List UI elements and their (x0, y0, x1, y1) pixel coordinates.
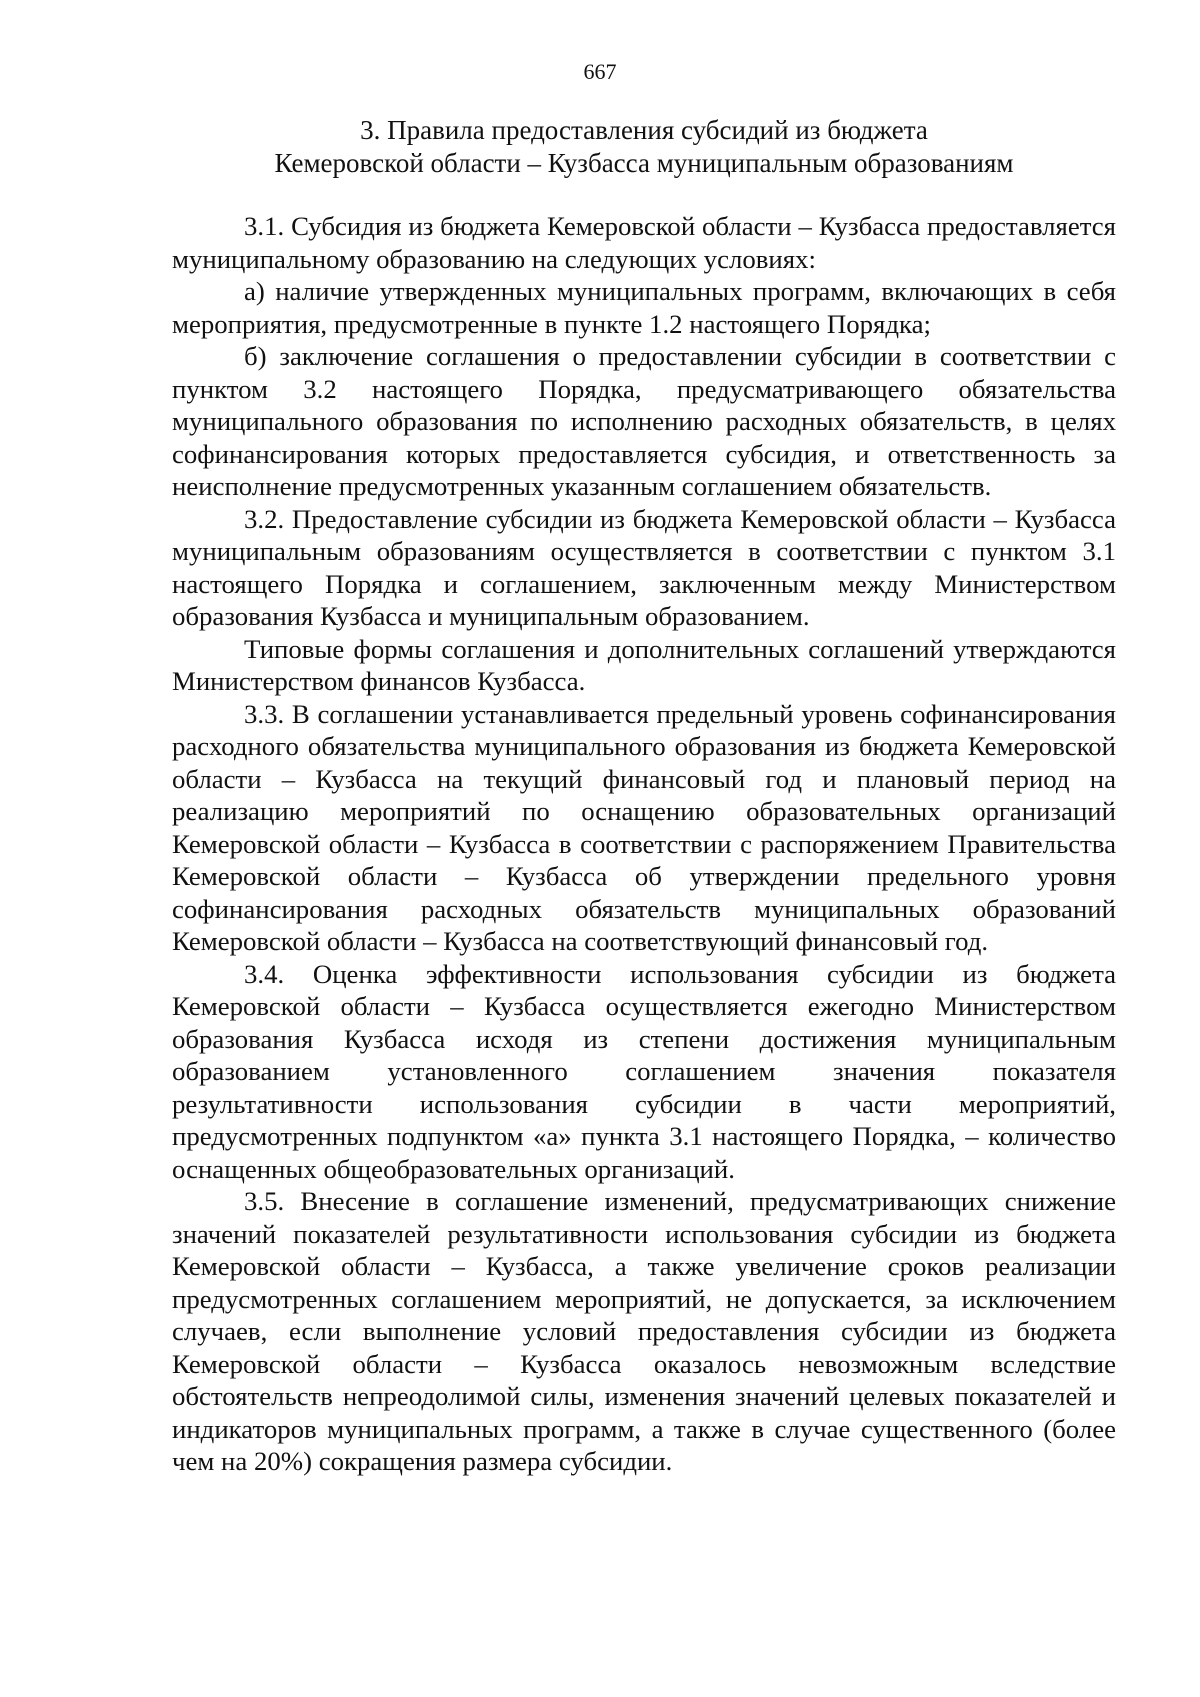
paragraph-3-2: 3.2. Предоставление субсидии из бюджета Кемеровской области – Кузбасса муниципальным образованиям осуществляется в соответствии с пунктом 3.1 настоящего Порядка и соглашением, заключенным между Министерством образования Кузбасса и муниципальным образованием. (172, 503, 1116, 631)
section-title-line-2: Кемеровской области – Кузбасса муниципальным образованиям (274, 147, 1014, 178)
paragraph-3-2-forms: Типовые формы соглашения и дополнительных соглашений утверждаются Министерством финансов Кузбасса. (172, 633, 1116, 696)
paragraph-3-3: 3.3. В соглашении устанавливается предельный уровень софинансирования расходного обязательства муниципального образования из бюджета Кемеровской области – Кузбасса на текущий финансовый год и плановый период на реализацию мероприятий по оснащению образовательных организаций Кемеровской области – Кузбасса в соответствии с распоряжением Правительства Кемеровской области – Кузбасса об утверждении предельного уровня софинансирования расходных обязательств муниципальных образований Кемеровской области – Кузбасса на соответствующий финансовый год. (172, 698, 1116, 956)
document-body (172, 210, 1116, 1478)
paragraph-3-1-b: б) заключение соглашения о предоставлении субсидии в соответствии с пунктом 3.2 настоящего Порядка, предусматривающего обязательства муниципального образования по исполнению расходных обязательств, в целях софинансирования которых предоставляется субсидия, и ответственность за неисполнение предусмотренных указанным соглашением обязательств. (172, 341, 1116, 501)
page-number: 667 (583, 59, 617, 84)
paragraph-3-1-a: а) наличие утвержденных муниципальных программ, включающих в себя мероприятия, предусмотренные в пункте 1.2 настоящего Порядка; (172, 276, 1116, 339)
paragraph-3-1: 3.1. Субсидия из бюджета Кемеровской области – Кузбасса предоставляется муниципальному образованию на следующих условиях: (172, 211, 1116, 274)
paragraph-3-4: 3.4. Оценка эффективности использования субсидии из бюджета Кемеровской области – Кузбасса осуществляется ежегодно Министерством образования Кузбасса исходя из степени достижения муниципальным образованием установленного соглашением значения показателя результативности использования субсидии в части мероприятий, предусмотренных подпунктом «а» пункта 3.1 настоящего Порядка, – количество оснащенных общеобразовательных организаций. (172, 958, 1116, 1184)
paragraph-3-5: 3.5. Внесение в соглашение изменений, предусматривающих снижение значений показателей результативности использования субсидии из бюджета Кемеровской области – Кузбасса, а также увеличение сроков реализации предусмотренных соглашением мероприятий, не допускается, за исключением случаев, если выполнение условий предоставления субсидии из бюджета Кемеровской области – Кузбасса оказалось невозможным вследствие обстоятельств непреодолимой силы, изменения значений целевых показателей и индикаторов муниципальных программ, а также в случае существенного (более чем на 20%) сокращения размера субсидии. (172, 1186, 1116, 1476)
section-title-line-1: 3. Правила предоставления субсидий из бюджета (360, 115, 928, 145)
section-title (172, 114, 1116, 179)
